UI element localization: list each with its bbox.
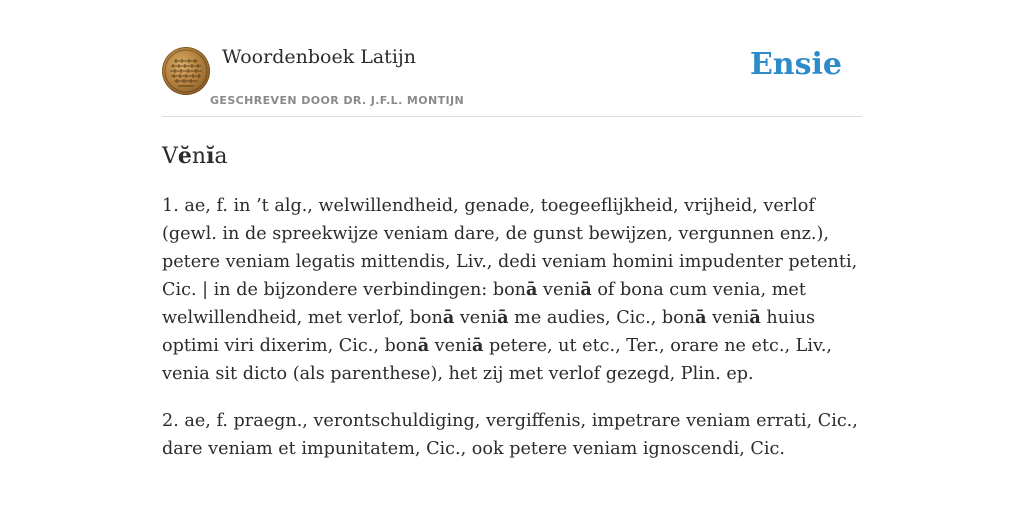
definition-text-bold-segment: ā (417, 335, 430, 357)
coin-engraving-icon (162, 47, 210, 95)
book-title[interactable]: Woordenboek Latijn (222, 46, 417, 68)
definition-text-bold-segment: ā (442, 307, 455, 329)
definition-text-segment: veni (429, 336, 472, 357)
definition-2 (162, 407, 862, 463)
definition-text-bold-segment: ā (695, 307, 707, 329)
definition-text-segment: petere, ut etc., Ter., orare ne etc., Liv., venia sit dicto (als parenthese), het zij met verlof gezegd, Plin. ep. (162, 336, 833, 385)
definition-text-segment: veni (537, 280, 581, 301)
definitions-list (162, 192, 862, 463)
definition-text-bold-segment: ā (749, 307, 761, 329)
headword-bold-segment: ĭ (206, 143, 215, 169)
definition-text-segment: huius optimi viri dixerim, Cic., bon (162, 308, 816, 357)
definition-text-segment: 2. ae, f. praegn., verontschuldiging, vergiffenis, impetrare veniam errati, Cic., dare veniam et impunitatem, Cic., ook petere veniam ignoscendi, Cic. (162, 411, 858, 460)
author-credit: GESCHREVEN DOOR DR. J.F.L. MONTIJN (210, 94, 465, 107)
definition-text-bold-segment: ā (472, 335, 484, 357)
headword-bold-segment: ĕ (177, 143, 192, 169)
definition-text-segment: veni (454, 308, 498, 329)
headword (162, 143, 862, 170)
definition-text-segment: 1. ae, f. in ’t alg., welwillendheid, genade, toegeeflijkheid, vrijheid, verlof (gewl. in de spreekwijze veniam dare, de gunst bewijzen, vergunnen enz.), petere veniam legatis mittendis, Liv., dedi veniam homini impudenter petenti, Cic. | in de bijzondere verbindingen: bon (162, 196, 858, 301)
coin-logo-icon[interactable] (162, 47, 210, 95)
headword-segment: V (162, 144, 178, 169)
definition-text-bold-segment: ā (497, 307, 509, 329)
page-header (162, 0, 862, 117)
headword-segment: n (191, 144, 207, 169)
definition-1 (162, 192, 862, 388)
entry-page (162, 0, 862, 463)
ensie-brand-link[interactable]: Ensie (749, 47, 842, 82)
definition-text-segment: veni (706, 308, 750, 329)
definition-text-bold-segment: ā (580, 279, 592, 301)
headword-segment: a (214, 144, 228, 169)
definition-text-bold-segment: ā (526, 279, 538, 301)
definition-text-segment: me audies, Cic., bon (508, 308, 696, 329)
definition-text-segment: of bona cum venia, met welwillendheid, met verlof, bon (162, 280, 806, 329)
